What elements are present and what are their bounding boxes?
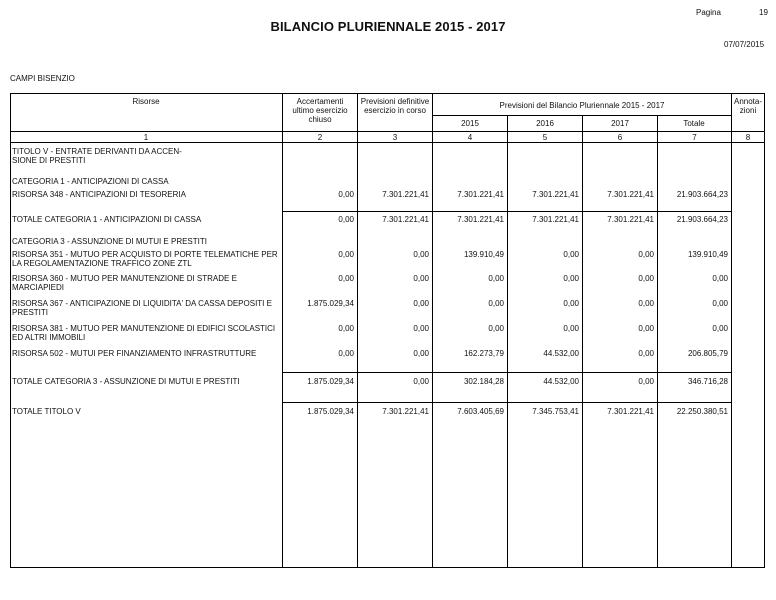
row-label: TOTALE CATEGORIA 3 - ASSUNZIONE DI MUTUI E PRESTITI: [12, 377, 240, 386]
cell-previsioni: 0,00: [413, 250, 429, 259]
cell-2015: 7.301.221,41: [457, 190, 504, 199]
report-title: BILANCIO PLURIENNALE 2015 - 2017: [270, 19, 506, 34]
print-date: 07/07/2015: [724, 40, 765, 49]
row-label: RISORSA 360 - MUTUO PER MANUTENZIONE DI STRADE E MARCIAPIEDI: [12, 274, 237, 292]
cell-2017: 0,00: [638, 274, 654, 283]
cell-previsioni: 0,00: [413, 377, 429, 386]
cell-2016: 0,00: [563, 250, 579, 259]
cell-accertamenti: 1.875.029,34: [307, 377, 354, 386]
cell-previsioni: 0,00: [413, 274, 429, 283]
cell-2016: 44.532,00: [543, 377, 579, 386]
cell-2017: 7.301.221,41: [607, 215, 654, 224]
column-number: 3: [392, 133, 398, 142]
cell-2015: 0,00: [488, 324, 504, 333]
cell-accertamenti: 0,00: [338, 324, 354, 333]
column-number: 1: [143, 133, 149, 142]
header-annotazioni: Annota-zioni: [733, 97, 763, 115]
cell-accertamenti: 0,00: [338, 250, 354, 259]
cell-accertamenti: 0,00: [338, 190, 354, 199]
row-label: RISORSA 348 - ANTICIPAZIONI DI TESORERIA: [12, 190, 186, 199]
cell-previsioni: 0,00: [413, 349, 429, 358]
cell-2017: 0,00: [638, 349, 654, 358]
header-previsioni: Previsioni definitive esercizio in corso: [360, 97, 430, 115]
cell-2015: 7.603.405,69: [457, 407, 504, 416]
col-divider: [731, 93, 732, 568]
cell-totale: 21.903.664,23: [676, 190, 728, 199]
column-number: 6: [617, 133, 623, 142]
column-number: 5: [542, 133, 548, 142]
total-separator: [282, 211, 731, 212]
cell-previsioni: 7.301.221,41: [382, 190, 429, 199]
cell-2016: 7.301.221,41: [532, 215, 579, 224]
column-number: 8: [745, 133, 751, 142]
col-divider: [357, 93, 358, 568]
row-label: TITOLO V - ENTRATE DERIVANTI DA ACCEN-SIONE DI PRESTITI: [12, 147, 182, 165]
cell-totale: 0,00: [712, 274, 728, 283]
cell-2015: 0,00: [488, 274, 504, 283]
entity-name: CAMPI BISENZIO: [10, 74, 75, 83]
cell-totale: 0,00: [712, 324, 728, 333]
cell-totale: 0,00: [712, 299, 728, 308]
col-divider: [282, 93, 283, 568]
cell-2016: 44.532,00: [543, 349, 579, 358]
row-label: TOTALE TITOLO V: [12, 407, 81, 416]
row-label: RISORSA 367 - ANTICIPAZIONE DI LIQUIDITA' DA CASSA DEPOSITI E PRESTITI: [12, 299, 272, 317]
header-accertamenti: Accertamenti ultimo esercizio chiuso: [292, 97, 348, 124]
cell-2015: 302.184,28: [463, 377, 504, 386]
cell-2016: 7.301.221,41: [532, 190, 579, 199]
cell-2017: 0,00: [638, 324, 654, 333]
cell-previsioni: 0,00: [413, 324, 429, 333]
header-totale: Totale: [683, 119, 705, 128]
total-separator: [282, 372, 731, 373]
cell-2016: 0,00: [563, 299, 579, 308]
total-separator: [282, 402, 731, 403]
header-divider: [10, 131, 765, 132]
cell-accertamenti: 1.875.029,34: [307, 407, 354, 416]
col-divider: [432, 93, 433, 568]
cell-2016: 7.345.753,41: [532, 407, 579, 416]
cell-2017: 0,00: [638, 250, 654, 259]
col-divider: [582, 115, 583, 568]
cell-accertamenti: 1.875.029,34: [307, 299, 354, 308]
cell-2017: 7.301.221,41: [607, 190, 654, 199]
cell-2015: 0,00: [488, 299, 504, 308]
cell-2016: 0,00: [563, 324, 579, 333]
row-label: CATEGORIA 3 - ASSUNZIONE DI MUTUI E PRESTITI: [12, 237, 207, 246]
column-number: 7: [692, 133, 697, 142]
column-number: 4: [467, 133, 473, 142]
column-number: 2: [317, 133, 323, 142]
cell-2015: 162.273,79: [463, 349, 504, 358]
row-label: TOTALE CATEGORIA 1 - ANTICIPAZIONI DI CASSA: [12, 215, 202, 224]
colnum-divider: [10, 142, 765, 143]
row-label: RISORSA 351 - MUTUO PER ACQUISTO DI PORTE TELEMATICHE PER LA REGOLAMENTAZIONE TRAFFICO ZONE ZTL: [12, 250, 278, 268]
cell-totale: 206.805,79: [687, 349, 728, 358]
page-label: Pagina: [696, 8, 721, 17]
cell-totale: 346.716,28: [687, 377, 728, 386]
header-risorse: Risorse: [132, 97, 160, 106]
cell-accertamenti: 0,00: [338, 215, 354, 224]
cell-accertamenti: 0,00: [338, 274, 354, 283]
cell-accertamenti: 0,00: [338, 349, 354, 358]
col-divider: [507, 115, 508, 568]
group-divider: [432, 115, 731, 116]
row-label: RISORSA 502 - MUTUI PER FINANZIAMENTO INFRASTRUTTURE: [12, 349, 257, 358]
header-2015: 2015: [461, 119, 479, 128]
page-number: 19: [759, 8, 768, 17]
cell-2015: 139.910,49: [463, 250, 504, 259]
header-group: Previsioni del Bilancio Pluriennale 2015 - 2017: [499, 101, 665, 110]
header-2016: 2016: [536, 119, 554, 128]
cell-totale: 21.903.664,23: [676, 215, 728, 224]
header-2017: 2017: [611, 119, 629, 128]
cell-previsioni: 0,00: [413, 299, 429, 308]
cell-2017: 0,00: [638, 377, 654, 386]
cell-previsioni: 7.301.221,41: [382, 215, 429, 224]
cell-previsioni: 7.301.221,41: [382, 407, 429, 416]
row-label: RISORSA 381 - MUTUO PER MANUTENZIONE DI EDIFICI SCOLASTICI ED ALTRI IMMOBILI: [12, 324, 276, 342]
row-label: CATEGORIA 1 - ANTICIPAZIONI DI CASSA: [12, 177, 169, 186]
cell-2016: 0,00: [563, 274, 579, 283]
cell-totale: 22.250.380,51: [676, 407, 728, 416]
cell-2017: 7.301.221,41: [607, 407, 654, 416]
cell-totale: 139.910,49: [687, 250, 728, 259]
cell-2017: 0,00: [638, 299, 654, 308]
col-divider: [657, 115, 658, 568]
cell-2015: 7.301.221,41: [457, 215, 504, 224]
